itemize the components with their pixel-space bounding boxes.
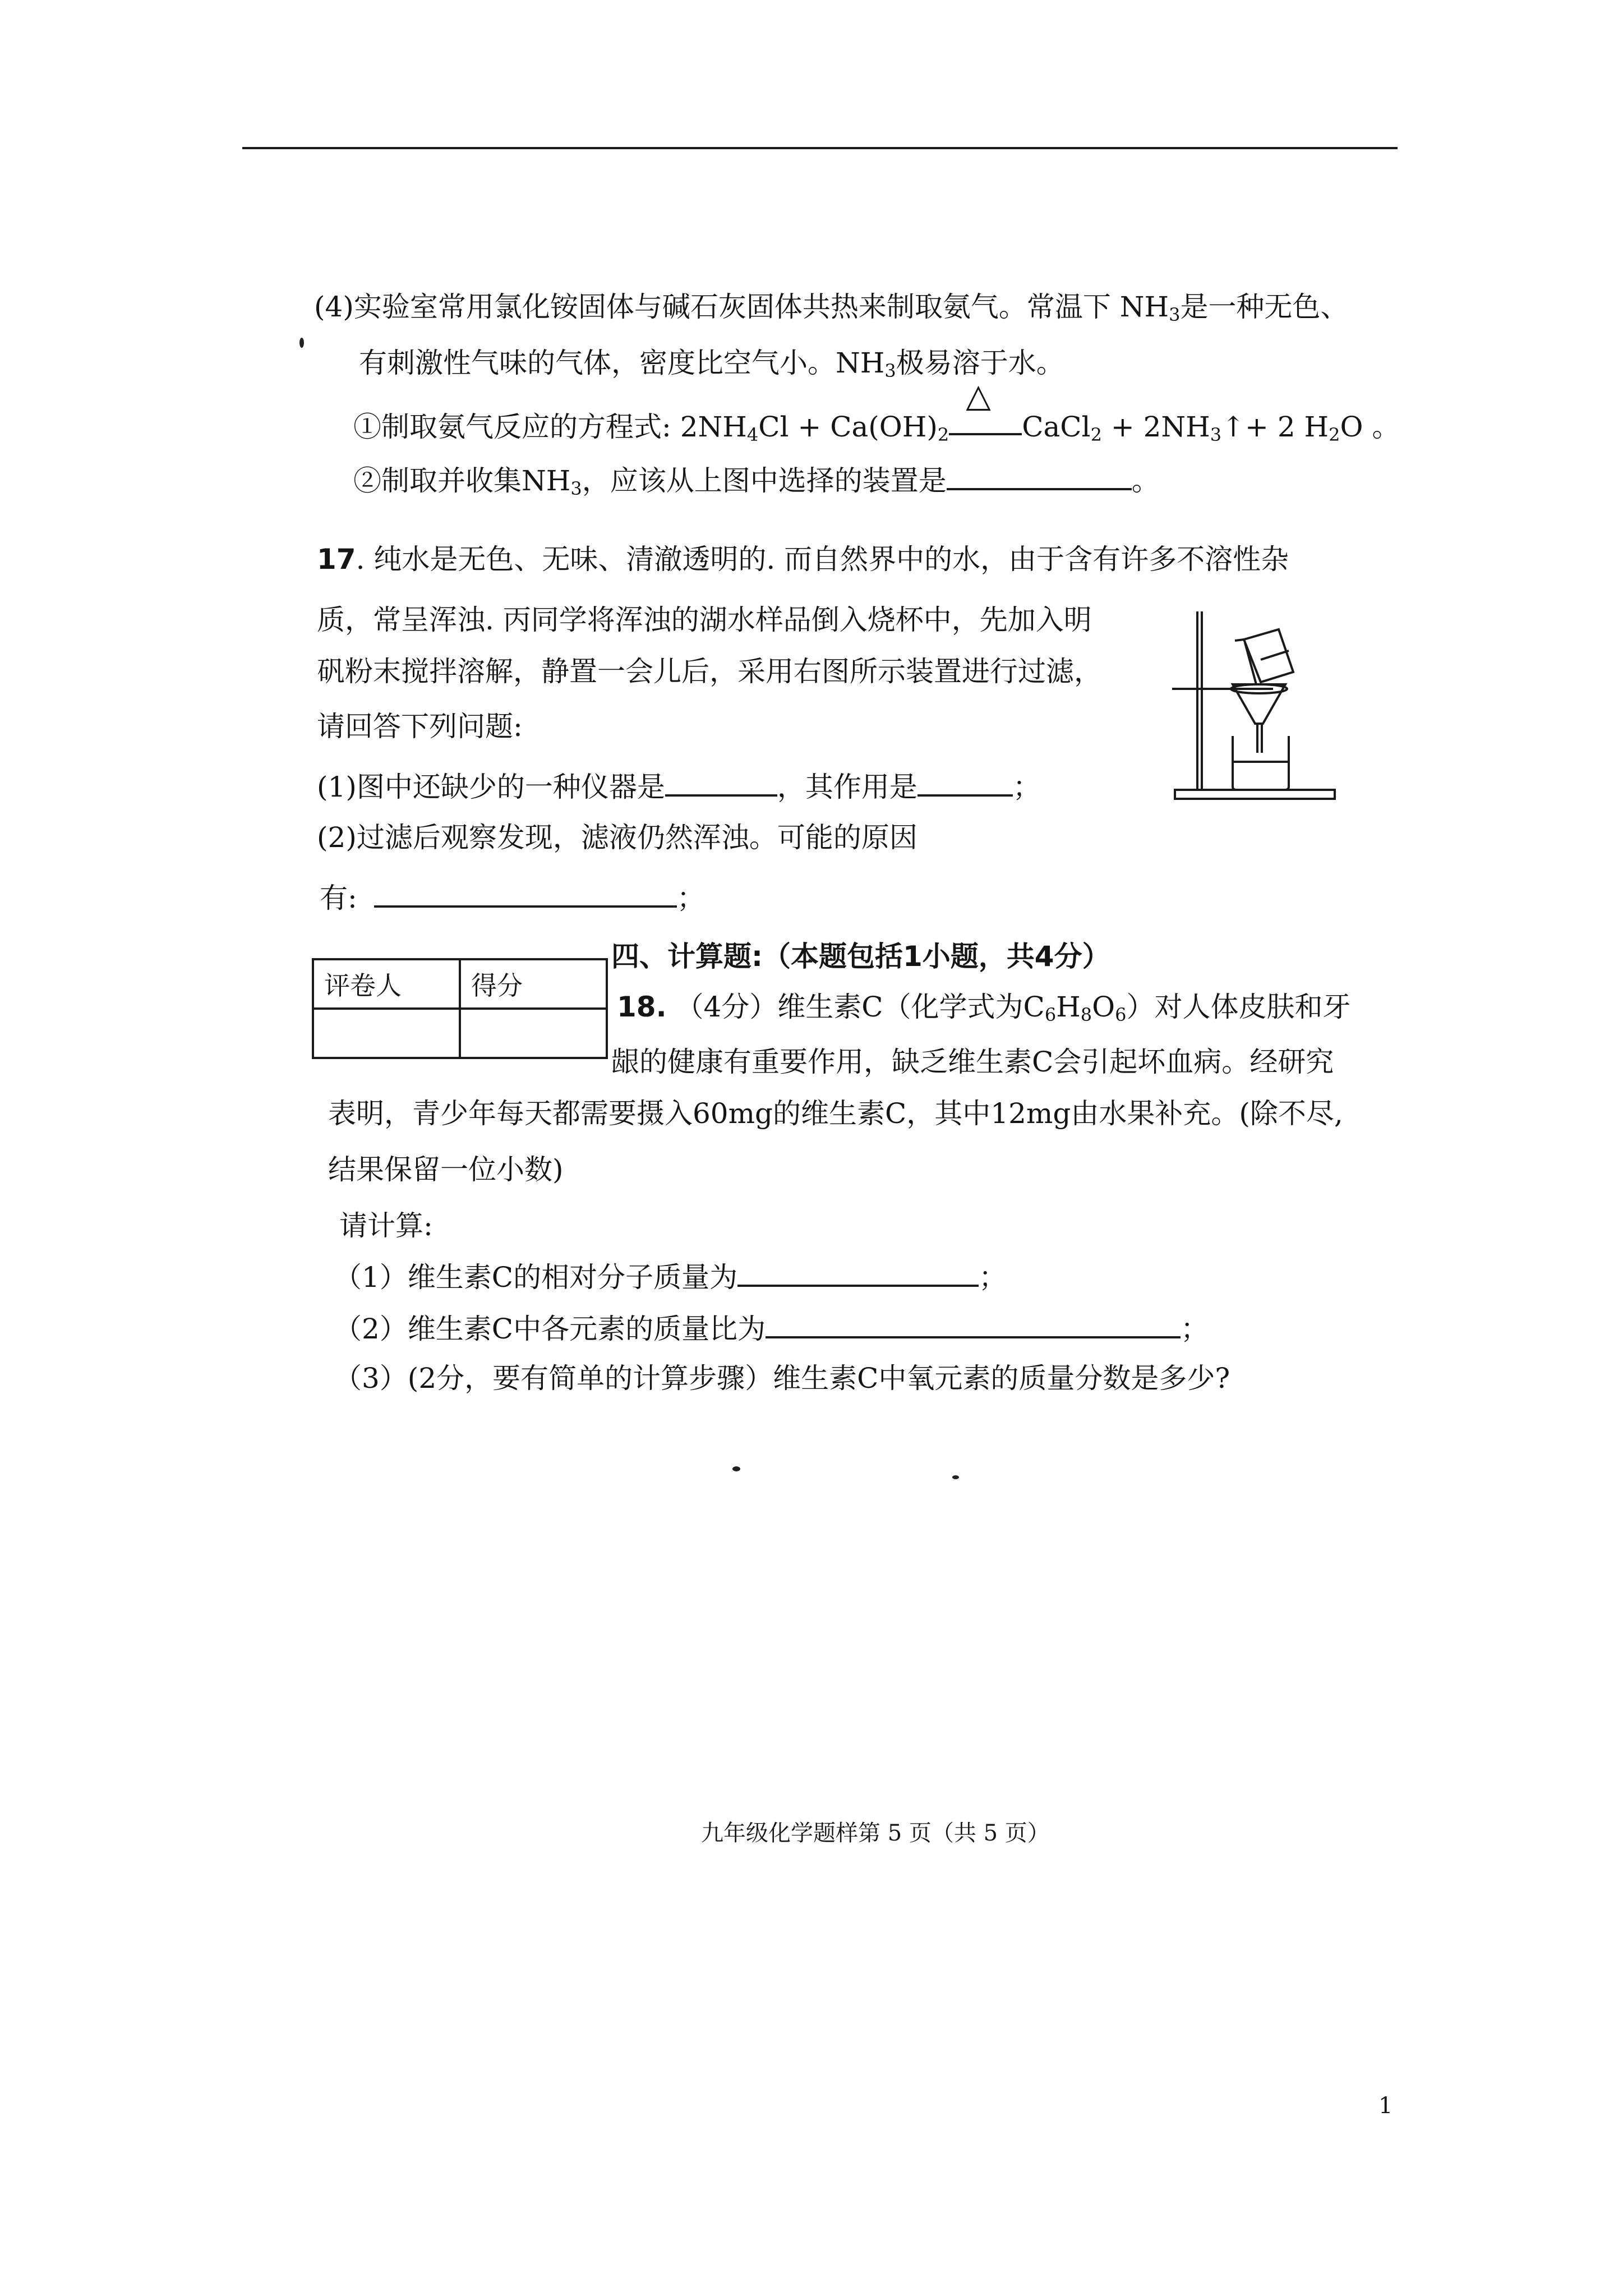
q18-ask: 请计算: bbox=[339, 1209, 433, 1242]
q17-sub2-answer: 有: ； bbox=[320, 882, 705, 914]
q16-equation: ①制取氨气反应的方程式: $2NH_4Cl + Ca(OH)_2$ △ CaCl$_2$ + $2NH_3↑+ 2$ $H_2O$ 。 bbox=[353, 376, 1400, 445]
q16-collect-question: ②制取并收集$NH_3$，应该从上图中选择的装置是 。 bbox=[353, 464, 1160, 499]
q18-line2: 龈的健康有重要作用，缺乏维生素C会引起坏血病。经研究 bbox=[611, 1046, 1334, 1078]
q16-part4-line1: (4)实验室常用氯化铵固体与碱石灰固体共热来制取氨气。常温下 $NH_3$是一种无色、 bbox=[314, 291, 1349, 325]
q18-sub1: （1）维生素C的相对分子质量为 ； bbox=[334, 1261, 1007, 1294]
score-table-grader-cell[interactable] bbox=[313, 1009, 460, 1058]
q17-line4: 请回答下列问题: bbox=[317, 710, 523, 743]
answer-blank[interactable] bbox=[665, 770, 777, 797]
q17-line3: 矾粉末搅拌溶解，静置一会儿后，采用右图所示装置进行过滤， bbox=[317, 655, 1102, 688]
scan-speck bbox=[299, 338, 304, 348]
top-rule bbox=[242, 147, 1398, 149]
answer-blank[interactable] bbox=[737, 1260, 979, 1287]
q18-line3: 表明，青少年每天都需要摄入60mg的维生素C，其中12mg由水果补充。(除不尽, bbox=[328, 1097, 1343, 1130]
q18-line1: 18. （4分）维生素C（化学式为$C_6H_8O_6$）对人体皮肤和牙 bbox=[617, 991, 1351, 1025]
page-number: 1 bbox=[1378, 2093, 1393, 2119]
score-table-score-header: 得分 bbox=[460, 959, 607, 1009]
filtration-apparatus-illustration bbox=[1161, 606, 1346, 808]
q16-part4-line2: 有刺激性气味的气体，密度比空气小。$NH_3$极易溶于水。 bbox=[359, 347, 1064, 381]
answer-blank[interactable] bbox=[917, 770, 1013, 797]
scan-speck bbox=[732, 1466, 740, 1471]
heat-condition-arrow: △ bbox=[949, 408, 1022, 436]
q17-line2: 质，常呈浑浊. 丙同学将浑浊的湖水样品倒入烧杯中，先加入明 bbox=[317, 604, 1092, 636]
q17-line1: 17. 纯水是无色、无味、清澈透明的. 而自然界中的水，由于含有许多不溶性杂 bbox=[317, 543, 1289, 576]
q18-sub3: （3）(2分，要有简单的计算步骤）维生素C中氧元素的质量分数是多少? bbox=[334, 1362, 1230, 1395]
q17-sub2: (2)过滤后观察发现，滤液仍然浑浊。可能的原因 bbox=[317, 821, 917, 854]
section4-title: 四、计算题:（本题包括1小题，共4分） bbox=[611, 940, 1110, 973]
answer-blank[interactable] bbox=[947, 463, 1132, 490]
answer-blank[interactable] bbox=[766, 1312, 1181, 1338]
answer-blank[interactable] bbox=[374, 881, 677, 908]
q18-sub2: （2）维生素C中各元素的质量比为 ； bbox=[334, 1313, 1209, 1345]
score-table-score-cell[interactable] bbox=[460, 1009, 607, 1058]
score-table-grader-header: 评卷人 bbox=[313, 959, 460, 1009]
scan-speck bbox=[952, 1475, 959, 1479]
score-table bbox=[312, 958, 608, 1059]
q17-sub1: (1)图中还缺少的一种仪器是 ，其作用是 ； bbox=[317, 771, 1041, 803]
page-footer: 九年级化学题样第 5 页（共 5 页） bbox=[701, 1820, 1050, 1846]
q18-line4: 结果保留一位小数) bbox=[328, 1153, 564, 1186]
